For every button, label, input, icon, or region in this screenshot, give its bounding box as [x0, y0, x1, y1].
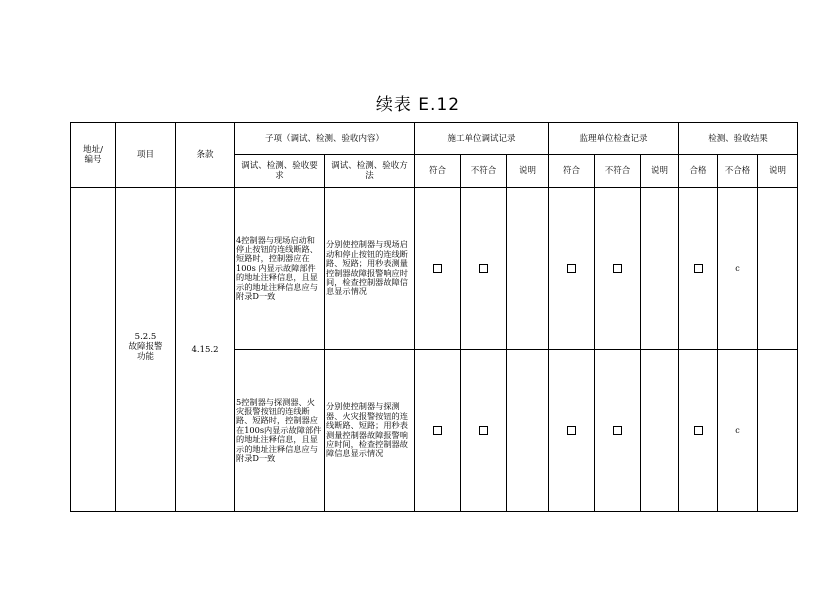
result-note-cell — [758, 350, 798, 512]
supervision-conform-checkbox[interactable] — [567, 426, 576, 435]
page-title: 续表 E.12 — [375, 95, 461, 115]
pass-checkbox[interactable] — [694, 426, 703, 435]
header-sub-item: 子项（调试、检测、验收内容） — [235, 123, 415, 155]
nonconform-checkbox[interactable] — [479, 264, 488, 273]
header-location-no: 地址/编号 — [71, 123, 116, 188]
header-method: 调试、检测、验收方法 — [325, 155, 415, 188]
header-nonconform: 不符合 — [461, 155, 507, 188]
header-result: 检测、验收结果 — [679, 123, 798, 155]
header-conform: 符合 — [415, 155, 461, 188]
fail-mark: c — [718, 188, 758, 350]
header-item: 项目 — [116, 123, 176, 188]
header-note: 说明 — [507, 155, 549, 188]
supervision-conform-checkbox[interactable] — [567, 264, 576, 273]
supervision-nonconform-checkbox[interactable] — [613, 264, 622, 273]
item-code: 5.2.5 — [134, 331, 157, 342]
requirement-cell: 5控制器与探测器、火灾报警按钮的连线断路、短路时，控制器应在100s内显示故障部件的地址注释信息，且显示的地址注释信息应与附录D一致 — [235, 350, 325, 512]
header-pass: 合格 — [679, 155, 718, 188]
header-clause: 条款 — [176, 123, 235, 188]
item-name: 故障报警功能 — [128, 341, 163, 362]
note-cell — [507, 188, 549, 350]
clause-cell: 4.15.2 — [176, 188, 235, 512]
item-cell — [116, 188, 176, 512]
inspection-table — [70, 122, 798, 512]
header-note: 说明 — [758, 155, 798, 188]
conform-checkbox[interactable] — [433, 264, 442, 273]
location-no-cell — [71, 188, 116, 512]
note-cell — [507, 350, 549, 512]
header-construction-record: 施工单位调试记录 — [415, 123, 549, 155]
method-cell: 分别使控制器与现场启动和停止按钮的连线断路、短路；用秒表测量控制器故障报警响应时间，检查控制器故障信息显示情况 — [325, 188, 415, 350]
header-note: 说明 — [641, 155, 679, 188]
header-supervision-record: 监理单位检查记录 — [549, 123, 679, 155]
header-requirement: 调试、检测、验收要求 — [235, 155, 325, 188]
conform-checkbox[interactable] — [433, 426, 442, 435]
header-fail: 不合格 — [718, 155, 758, 188]
table-row — [71, 188, 798, 350]
result-note-cell — [758, 188, 798, 350]
nonconform-checkbox[interactable] — [479, 426, 488, 435]
header-nonconform: 不符合 — [595, 155, 641, 188]
requirement-cell: 4控制器与现场启动和停止按钮的连线断路、短路时，控制器应在100s 内显示故障部件的地址注释信息，且显示的地址注释信息应与附录D一致 — [235, 188, 325, 350]
pass-checkbox[interactable] — [694, 264, 703, 273]
method-cell: 分别使控制器与探测器、火灾报警按钮的连线断路、短路；用秒表测量控制器故障报警响应时间，检查控制器故障信息显示情况 — [325, 350, 415, 512]
header-conform: 符合 — [549, 155, 595, 188]
supervision-nonconform-checkbox[interactable] — [613, 426, 622, 435]
supervision-note-cell — [641, 188, 679, 350]
supervision-note-cell — [641, 350, 679, 512]
fail-mark: c — [718, 350, 758, 512]
